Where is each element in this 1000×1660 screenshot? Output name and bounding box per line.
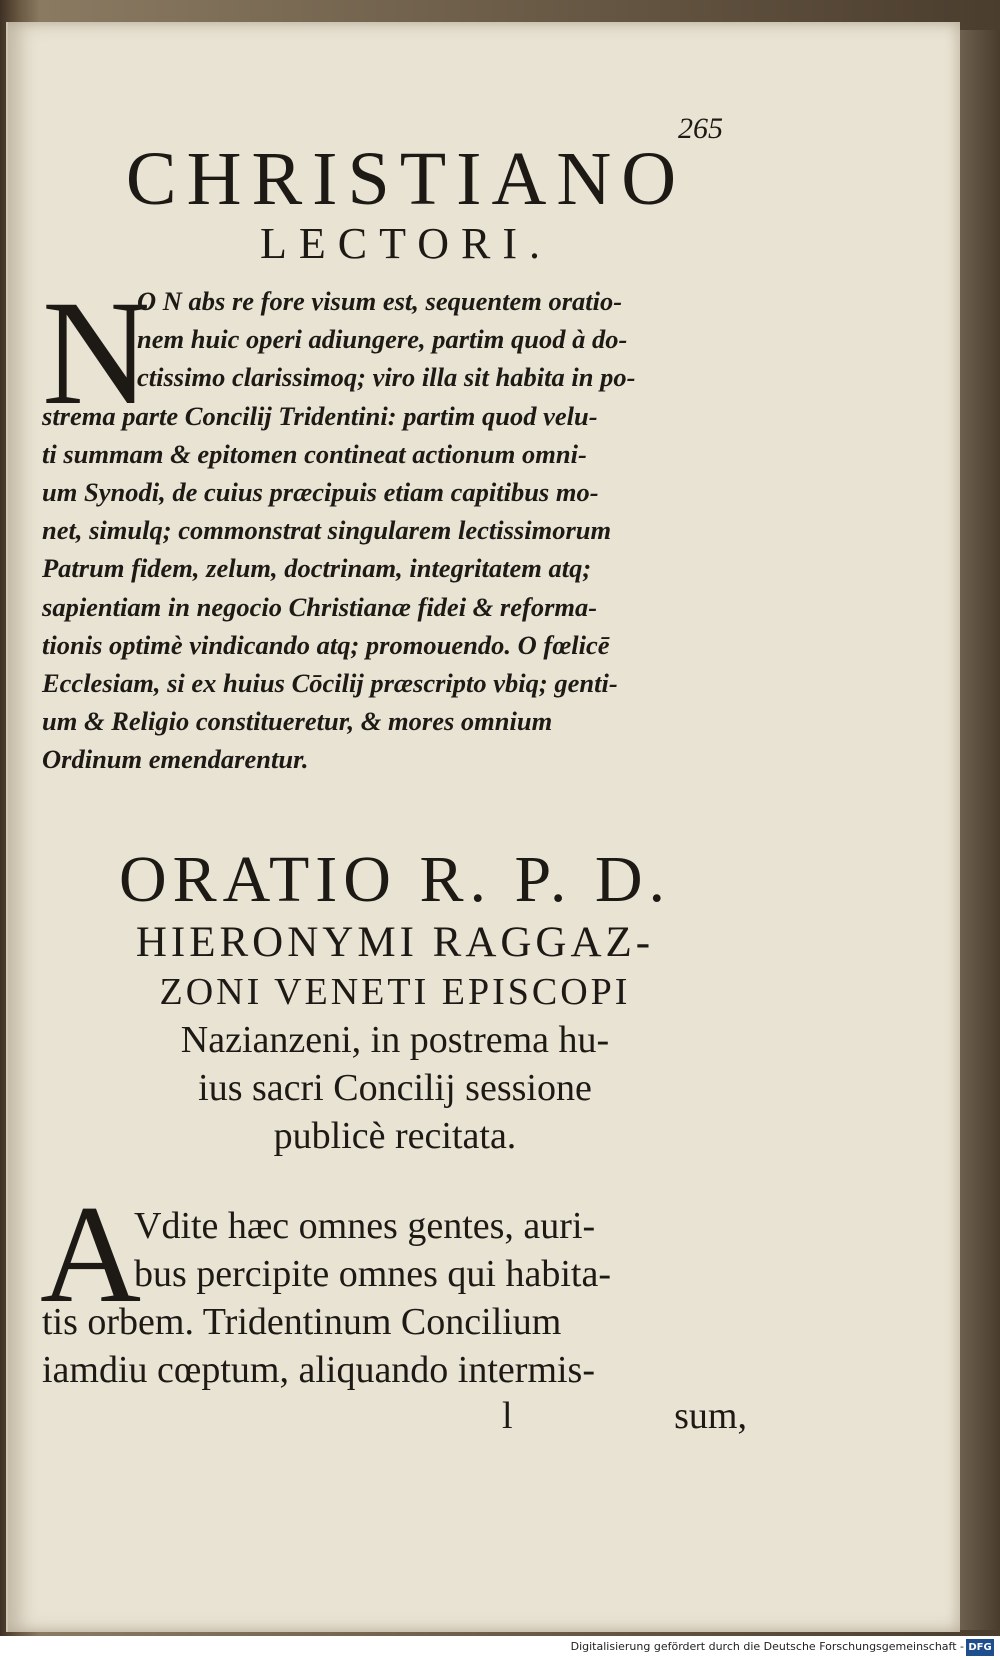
preface-line: nem huic operi adiungere, partim quod à do- <box>137 324 628 355</box>
preface-paragraph <box>42 282 742 778</box>
catchword: sum, <box>674 1395 747 1437</box>
preface-line: ctissimo clarissimoq; viro illa sit habita in po- <box>137 362 636 393</box>
preface-line: um & Religio constitueretur, & mores omnium <box>42 706 553 737</box>
oration-title-line: publicè recitata. <box>273 1115 517 1157</box>
signature-mark: l <box>502 1395 513 1437</box>
oration-drop-capital: A <box>40 1177 142 1332</box>
preface-line: Patrum fidem, zelum, doctrinam, integritatem atq; <box>42 553 592 584</box>
book-edge <box>958 30 1000 1630</box>
oration-title-line: ius sacri Concilij sessione <box>198 1067 592 1109</box>
preface-line: sapientiam in negocio Christianæ fidei & reforma- <box>42 591 598 622</box>
dfg-logo-icon: DFG <box>966 1639 994 1656</box>
oration-title-line: ZONI VENETI EPISCOPI <box>159 971 631 1013</box>
oration-title-line: ORATIO R. P. D. <box>118 843 672 916</box>
preface-drop-capital: N <box>42 270 151 436</box>
heading-christiano: CHRISTIANO <box>125 137 687 221</box>
preface-line: strema parte Concilij Tridentini: partim quod velu- <box>42 400 598 431</box>
funding-credit: Digitalisierung gefördert durch die Deutsche Forschungsgemeinschaft - <box>570 1640 964 1653</box>
preface-line: ti summam & epitomen contineat actionum omni- <box>42 438 587 469</box>
oration-line: Vdite hæc omnes gentes, auri- <box>134 1205 596 1247</box>
preface-line: O N abs re fore visum est, sequentem oratio- <box>137 286 623 316</box>
digitization-footer <box>0 1636 1000 1660</box>
page-foot-line <box>42 1394 747 1442</box>
preface-line: net, simulq; commonstrat singularem lectissimorum <box>42 515 612 546</box>
preface-line: tionis optimè vindicando atq; promouendo. O fœlicē <box>42 629 610 660</box>
preface-line: Ecclesiam, si ex huius Cōcilij præscripto vbiq; genti- <box>42 667 618 698</box>
oration-title-line: Nazianzeni, in postrema hu- <box>180 1019 610 1061</box>
oration-paragraph <box>42 1202 747 1394</box>
oration-title-line: HIERONYMI RAGGAZ- <box>135 919 655 966</box>
oration-line: bus percipite omnes qui habita- <box>134 1253 611 1295</box>
oration-line: iamdiu cœptum, aliquando intermis- <box>42 1349 596 1391</box>
preface-line: um Synodi, de cuius præcipuis etiam capitibus mo- <box>42 476 599 507</box>
oration-title-block <box>40 842 750 1160</box>
page-number: 265 <box>678 112 723 145</box>
heading-lectori: LECTORI. <box>260 219 552 268</box>
oration-line: tis orbem. Tridentinum Concilium <box>42 1301 562 1343</box>
preface-line: Ordinum emendarentur. <box>42 744 309 775</box>
